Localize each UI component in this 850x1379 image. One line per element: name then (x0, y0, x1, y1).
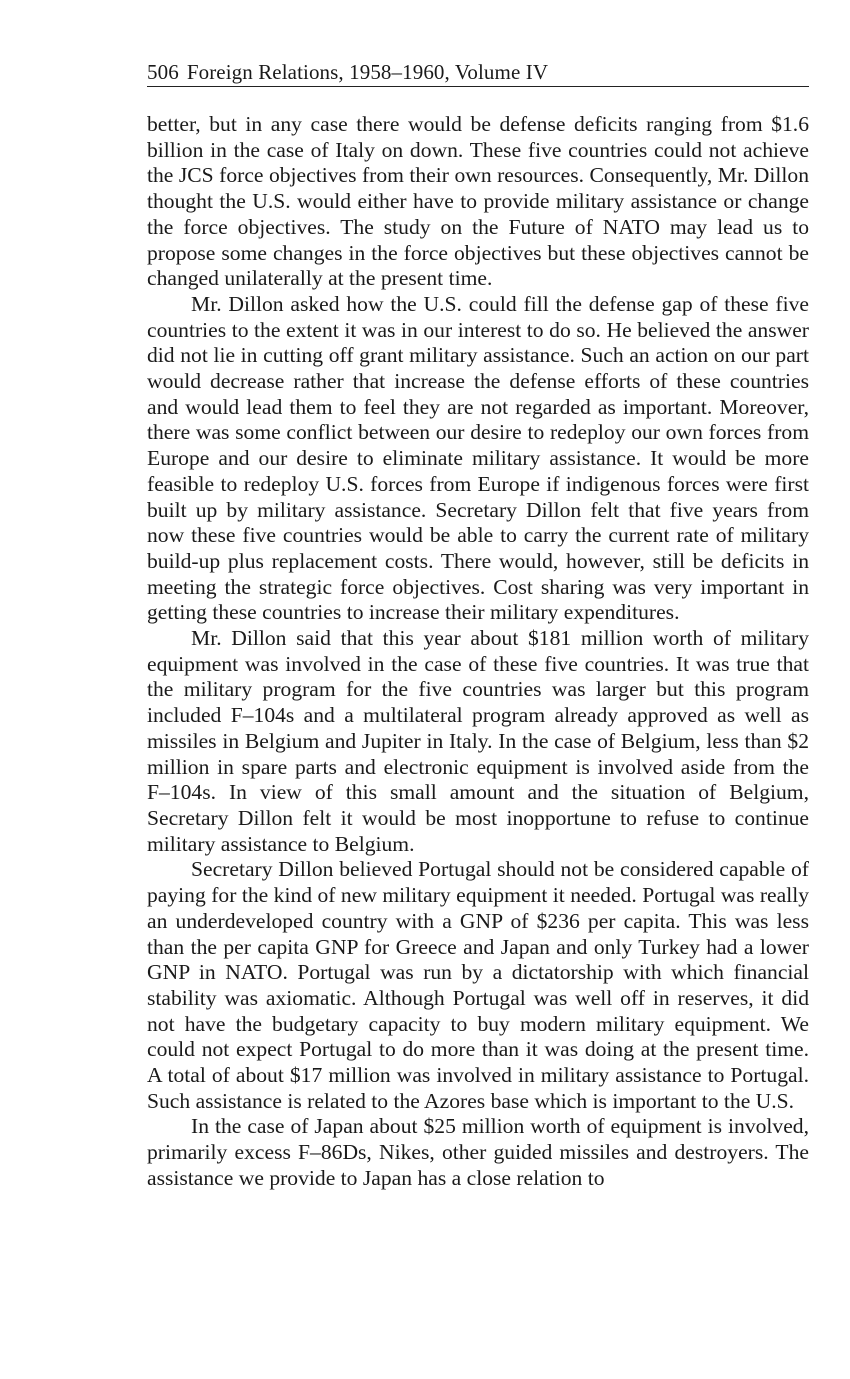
running-header (147, 58, 809, 87)
paragraph-2: Mr. Dillon asked how the U.S. could fill the defense gap of these five countries to the extent it was in our interest to do so. He believed the answer did not lie in cutting off grant military assistance. Such an action on our part would decrease rather that increase the defense efforts of these countries and would lead them to feel they are not regarded as important. Moreover, there was some conflict between our desire to redeploy our own forces from Europe and our desire to eliminate military assistance. It would be more feasible to redeploy U.S. forces from Europe if indigenous forces were first built up by military assistance. Secretary Dillon felt that five years from now these five countries would be able to carry the current rate of military build-up plus replacement costs. There would, however, still be deficits in meeting the strategic force objectives. Cost sharing was very important in getting these countries to increase their military expenditures. (147, 291, 809, 625)
page-number: 506 (147, 60, 179, 84)
paragraph-4: Secretary Dillon believed Portugal should not be considered capable of paying for the kind of new military equipment it needed. Portugal was really an underdeveloped country with a GNP of $236 per capita. This was less than the per capita GNP for Greece and Japan and only Turkey had a lower GNP in NATO. Portugal was run by a dictatorship with which financial stability was axiomatic. Although Portugal was well off in reserves, it did not have the budgetary capacity to buy modern military equipment. We could not expect Portugal to do more than it was doing at the present time. A total of about $17 million was involved in military assistance to Portugal. Such assistance is related to the Azores base which is important to the U.S. (147, 857, 809, 1113)
paragraph-3: Mr. Dillon said that this year about $181 million worth of military equipment was involved in the case of these five countries. It was true that the military program for the five countries was larger but this program included F–104s and a multilateral program already approved as well as missiles in Belgium and Jupiter in Italy. In the case of Belgium, less than $2 million in spare parts and electronic equipment is involved aside from the F–104s. In view of this small amount and the situation of Belgium, Secretary Dillon felt it would be most inopportune to refuse to continue military assistance to Belgium. (147, 626, 809, 856)
paragraph-5: In the case of Japan about $25 million worth of equipment is involved, primarily excess F–86Ds, Nikes, other guided missiles and destroyers. The assistance we provide to Japan has a close relation to (147, 1114, 809, 1190)
body-text (147, 112, 809, 1192)
paragraph-1: better, but in any case there would be defense deficits ranging from $1.6 billion in the case of Italy on down. These five countries could not achieve the JCS force objectives from their own resources. Consequently, Mr. Dillon thought the U.S. would either have to provide military assistance or change the force objectives. The study on the Future of NATO may lead us to propose some changes in the force objectives but these objectives cannot be changed unilaterally at the present time. (147, 112, 809, 291)
volume-title: Foreign Relations, 1958–1960, Volume IV (186, 60, 549, 84)
document-page (147, 58, 809, 1192)
